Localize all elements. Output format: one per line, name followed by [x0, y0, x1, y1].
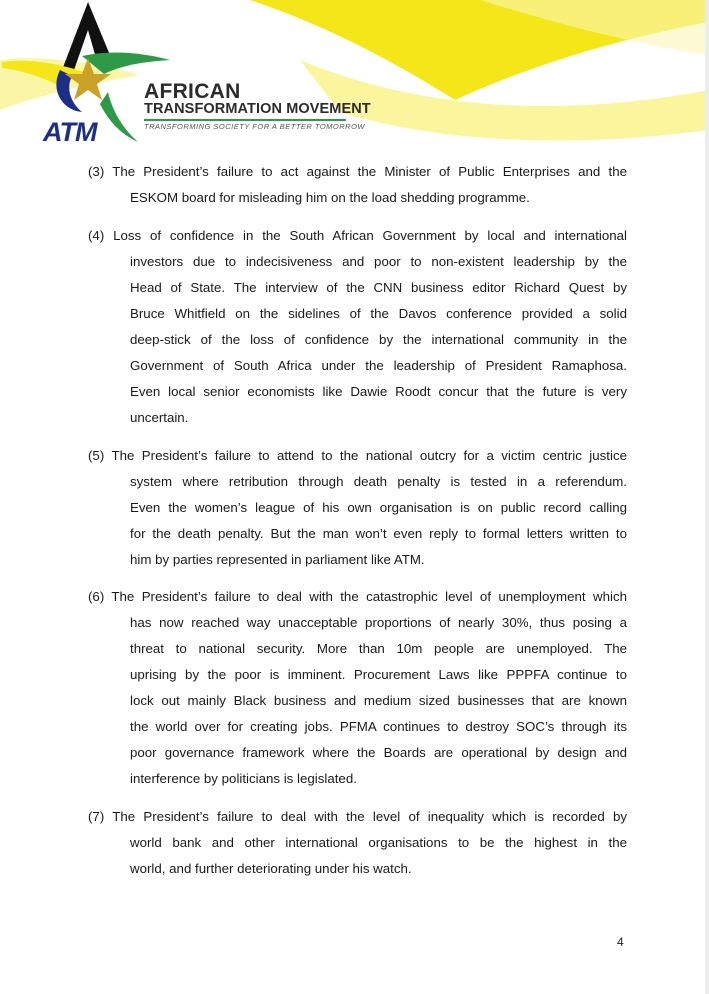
item-line: the world over for creating jobs. PFMA continues to destroy SOC’s through its [130, 719, 627, 734]
item-line: investors due to indecisiveness and poor to non-existent leadership by the [130, 254, 627, 269]
item-line: (7) The President’s failure to deal with the level of inequality which is recorded by [88, 809, 627, 824]
list-item [88, 584, 627, 792]
list-item [88, 223, 627, 431]
list-item [88, 443, 627, 573]
item-line: has now reached way unacceptable proportions of nearly 30%, thus posing a [130, 615, 627, 630]
logo-abbreviation: ATM [43, 117, 97, 147]
page-edge [705, 0, 709, 994]
item-line: him by parties represented in parliament like ATM. [130, 552, 425, 567]
item-line: Bruce Whitfield on the sidelines of the Davos conference provided a solid [130, 306, 627, 321]
item-line: world, and further deteriorating under his watch. [130, 861, 412, 876]
item-line: Government of South Africa under the leadership of President Ramaphosa. [130, 358, 627, 373]
item-line: (6) The President’s failure to deal with the catastrophic level of unemployment which [88, 589, 627, 604]
item-line: interference by politicians is legislated. [130, 771, 357, 786]
item-line: for the death penalty. But the man won’t even reply to formal letters written to [130, 526, 627, 541]
org-tagline: TRANSFORMING SOCIETY FOR A BETTER TOMORROW [144, 122, 366, 131]
item-line: (5) The President’s failure to attend to the national outcry for a victim centric justice [88, 448, 627, 463]
item-line: (3) The President’s failure to act against the Minister of Public Enterprises and the [88, 164, 627, 179]
item-line: poor governance framework where the Boards are operational by design and [130, 745, 627, 760]
list-item [88, 804, 627, 882]
item-line: lock out mainly Black business and medium sized businesses that are known [130, 693, 627, 708]
item-line: uncertain. [130, 410, 189, 425]
org-name-line1: AFRICAN [144, 80, 241, 103]
item-line: system where retribution through death penalty is tested in a referendum. [130, 474, 627, 489]
item-line: (4) Loss of confidence in the South African Government by local and international [88, 228, 627, 243]
item-line: Even local senior economists like Dawie Roodt concur that the future is very [130, 384, 627, 399]
item-line: Head of State. The interview of the CNN business editor Richard Quest by [130, 280, 627, 295]
item-line: world bank and other international organisations to be the highest in the [130, 835, 627, 850]
list-item [88, 159, 627, 211]
page-number: 4 [617, 935, 624, 949]
item-line: deep-stick of the loss of confidence by the international community in the [130, 332, 627, 347]
item-line: ESKOM board for misleading him on the load shedding programme. [130, 190, 530, 205]
item-line: threat to national security. More than 10m people are unemployed. The [130, 641, 627, 656]
item-line: uprising by the poor is imminent. Procurement Laws like PPPFA continue to [130, 667, 627, 682]
item-line: Even the women’s league of his own organisation is on public record calling [130, 500, 627, 515]
org-name-line2: TRANSFORMATION MOVEMENT [144, 101, 371, 117]
